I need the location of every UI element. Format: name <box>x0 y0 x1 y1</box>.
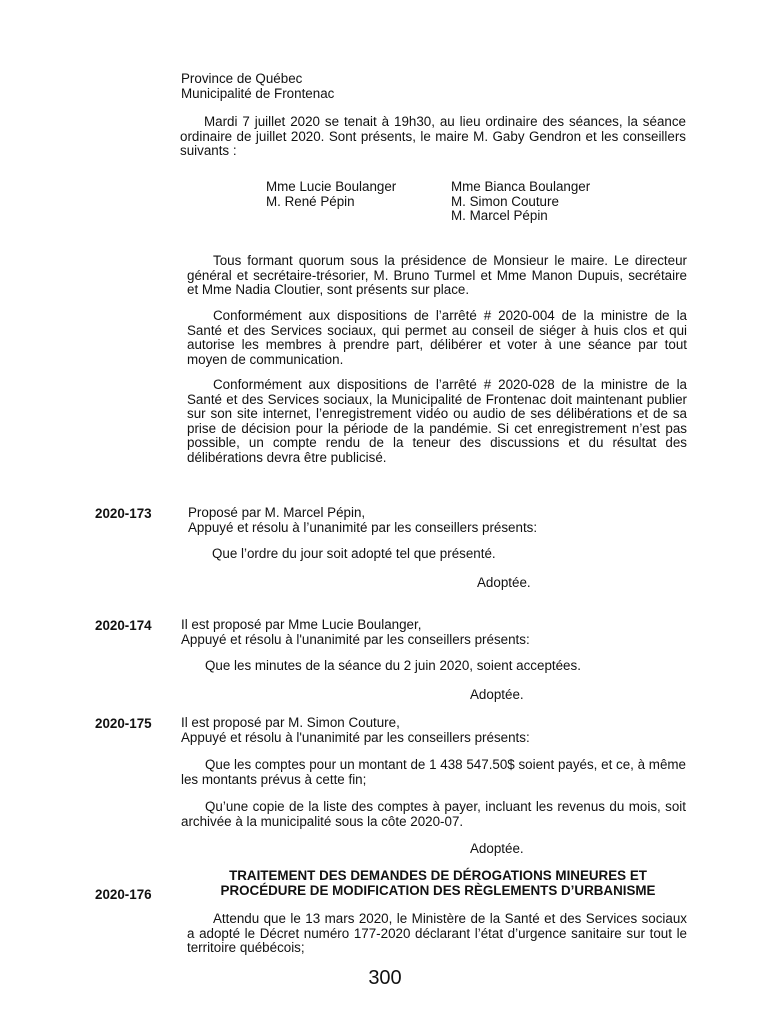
attendee: Mme Lucie Boulanger <box>266 179 397 194</box>
adopted-label: Adoptée. <box>470 841 524 856</box>
proposer-line: Proposé par M. Marcel Pépin, <box>188 505 366 520</box>
attendees-left <box>266 180 396 209</box>
quorum-paragraph: Tous formant quorum sous la présidence de Monsieur le maire. Le directeur général et secrétaire-trésorier, M. Bruno Turmel et Mme Manon Dupuis, secrétaire et Mme Nadia Cloutier, sont présents sur place. <box>187 253 687 298</box>
title-line: PROCÉDURE DE MODIFICATION DES RÈGLEMENTS D’URBANISME <box>220 882 656 898</box>
proposer-line: Il est proposé par M. Simon Couture, <box>181 715 400 730</box>
attendee: M. Marcel Pépin <box>451 208 548 224</box>
adopted-label: Adoptée. <box>477 575 531 590</box>
resolution-text: Qu’une copie de la liste des comptes à payer, incluant les revenus du mois, soit archivée à la municipalité sous la côte 2020-07. <box>181 799 686 829</box>
resolution-text: Que l’ordre du jour soit adopté tel que présenté. <box>212 546 496 561</box>
attendee: Mme Bianca Boulanger <box>451 179 591 194</box>
resolution-text: Que les minutes de la séance du 2 juin 2020, soient acceptées. <box>205 658 581 673</box>
seconded-line: Appuyé et résolu à l'unanimité par les conseillers présents: <box>181 631 530 647</box>
intro-paragraph: Mardi 7 juillet 2020 se tenait à 19h30, au lieu ordinaire des séances, la séance ordinaire de juillet 2020. Sont présents, le maire M. Gaby Gendron et les conseillers suivants : <box>180 114 686 159</box>
header <box>181 72 334 101</box>
resolution-2020-173 <box>188 506 537 535</box>
seconded-line: Appuyé et résolu à l’unanimité par les conseillers présents: <box>188 519 538 535</box>
resolution-text: Attendu que le 13 mars 2020, le Ministère de la Santé et des Services sociaux a adopté le Décret numéro 177-2020 déclarant l’état d’urgence sanitaire sur tout le territoire québécois; <box>187 911 687 956</box>
proposer-line: Il est proposé par Mme Lucie Boulanger, <box>181 617 422 632</box>
resolution-text: Que les comptes pour un montant de 1 438 547.50$ soient payés, et ce, à même les montants prévus à cette fin; <box>181 757 686 787</box>
seconded-line: Appuyé et résolu à l'unanimité par les conseillers présents: <box>181 729 530 745</box>
resolution-number: 2020-173 <box>95 506 152 521</box>
page-number: 300 <box>368 967 402 989</box>
resolution-number: 2020-176 <box>95 887 152 902</box>
attendee: M. Simon Couture <box>451 193 559 209</box>
resolution-title <box>180 869 696 898</box>
resolution-2020-174 <box>181 618 530 647</box>
attendees-right <box>451 180 590 224</box>
arrete-2020-004-paragraph: Conformément aux dispositions de l’arrêté # 2020-004 de la ministre de la Santé et des Services sociaux, qui permet au conseil de siéger à huis clos et qui autorise les membres à prendre part, délibérer et voter à une séance par tout moyen de communication. <box>187 308 687 367</box>
municipality-line: Municipalité de Frontenac <box>181 85 335 101</box>
attendee: M. René Pépin <box>266 193 355 209</box>
resolution-number: 2020-175 <box>95 716 152 731</box>
title-line: TRAITEMENT DES DEMANDES DE DÉROGATIONS MINEURES ET <box>229 868 647 883</box>
resolution-number: 2020-174 <box>95 618 152 633</box>
adopted-label: Adoptée. <box>470 687 524 702</box>
resolution-2020-175 <box>181 716 530 745</box>
province-line: Province de Québec <box>181 71 303 86</box>
arrete-2020-028-paragraph: Conformément aux dispositions de l’arrêté # 2020-028 de la ministre de la Santé et des Services sociaux, la Municipalité de Frontenac doit maintenant publier sur son site internet, l’enregistrement vidéo ou audio de ses délibérations et de sa prise de décision pour la période de la pandémie. Si cet enregistrement n’est pas possible, un compte rendu de la teneur des discussions et du résultat des délibérations devra être publicisé. <box>187 377 687 465</box>
